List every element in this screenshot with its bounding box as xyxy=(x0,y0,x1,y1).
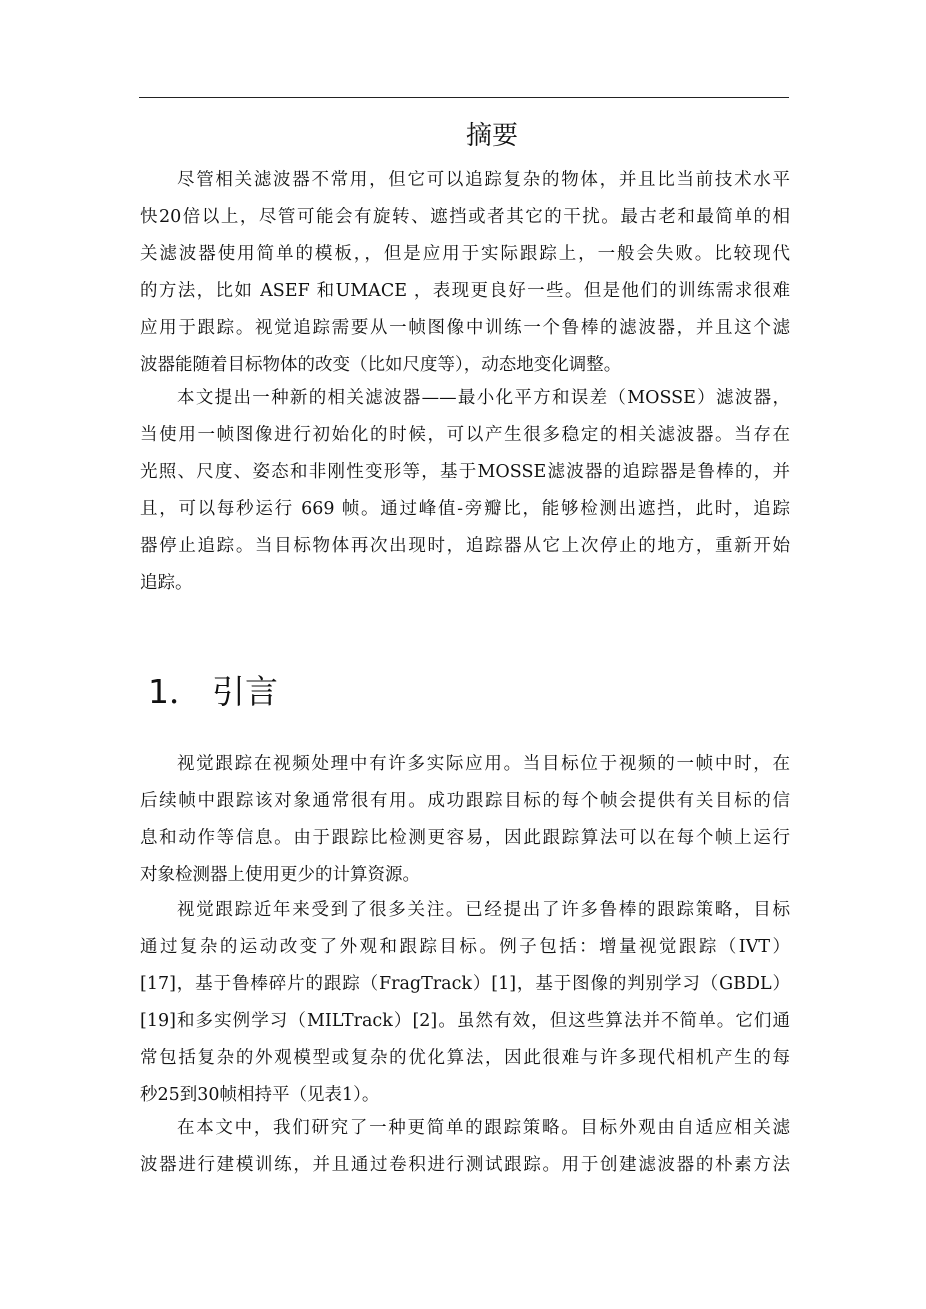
text-line: 器停止追踪。当目标物体再次出现时，追踪器从它上次停止的地方，重新开始 xyxy=(140,536,790,556)
text-line: 本文提出一种新的相关滤波器——最小化平方和误差（MOSSE）滤波器， xyxy=(177,388,790,408)
text-line: 尽管相关滤波器不常用，但它可以追踪复杂的物体，并且比当前技术水平 xyxy=(177,170,790,190)
text-line: 在本文中，我们研究了一种更简单的跟踪策略。目标外观由自适应相关滤 xyxy=(177,1118,790,1138)
text-line: 对象检测器上使用更少的计算资源。 xyxy=(140,865,420,885)
text-line: 秒25到30帧相持平（见表1）。 xyxy=(140,1085,380,1105)
text-line: 波器进行建模训练，并且通过卷积进行测试跟踪。用于创建滤波器的朴素方法 xyxy=(140,1155,790,1175)
section1-paragraph-3 xyxy=(140,1110,790,1184)
text-line: 后续帧中跟踪该对象通常很有用。成功跟踪目标的每个帧会提供有关目标的信 xyxy=(140,791,790,811)
text-line: 快20倍以上，尽管可能会有旋转、遮挡或者其它的干扰。最古老和最简单的相 xyxy=(140,207,790,227)
text-line: 视觉跟踪近年来受到了很多关注。已经提出了许多鲁棒的跟踪策略，目标 xyxy=(177,900,790,920)
text-line: 波器能随着目标物体的改变（比如尺度等），动态地变化调整。 xyxy=(140,355,622,375)
section-heading xyxy=(148,667,278,717)
abstract-paragraph-1 xyxy=(140,162,790,384)
text-line: 关滤波器使用简单的模板，，但是应用于实际跟踪上，一般会失败。比较现代 xyxy=(140,244,790,264)
text-line: 应用于跟踪。视觉追踪需要从一帧图像中训练一个鲁棒的滤波器，并且这个滤 xyxy=(140,318,790,338)
header-rule xyxy=(139,97,789,98)
section1-paragraph-2 xyxy=(140,892,790,1114)
abstract-title: 摘要 xyxy=(465,121,518,151)
section-number: 1． xyxy=(148,672,202,711)
text-line: 追踪。 xyxy=(140,573,193,593)
text-line: [17]，基于鲁棒碎片的跟踪（FragTrack）[1]，基于图像的判别学习（GBDL） xyxy=(140,974,790,994)
text-line: 视觉跟踪在视频处理中有许多实际应用。当目标位于视频的一帧中时，在 xyxy=(177,754,790,774)
text-line: 的方法，比如 ASEF 和UMACE ，表现更良好一些。但是他们的训练需求很难 xyxy=(140,281,790,301)
text-line: 光照、尺度、姿态和非刚性变形等，基于MOSSE滤波器的追踪器是鲁棒的，并 xyxy=(140,462,790,482)
abstract-paragraph-2 xyxy=(140,380,790,602)
text-line: 通过复杂的运动改变了外观和跟踪目标。例子包括：增量视觉跟踪（IVT） xyxy=(140,937,790,957)
text-line: 常包括复杂的外观模型或复杂的优化算法，因此很难与许多现代相机产生的每 xyxy=(140,1048,790,1068)
section1-paragraph-1 xyxy=(140,746,790,894)
section-title: 引言 xyxy=(212,672,278,711)
text-line: 息和动作等信息。由于跟踪比检测更容易，因此跟踪算法可以在每个帧上运行 xyxy=(140,828,790,848)
text-line: 且，可以每秒运行 669 帧。通过峰值-旁瓣比，能够检测出遮挡，此时，追踪 xyxy=(140,499,790,519)
text-line: [19]和多实例学习（MILTrack）[2]。虽然有效，但这些算法并不简单。它们通 xyxy=(140,1011,790,1031)
text-line: 当使用一帧图像进行初始化的时候，可以产生很多稳定的相关滤波器。当存在 xyxy=(140,425,790,445)
